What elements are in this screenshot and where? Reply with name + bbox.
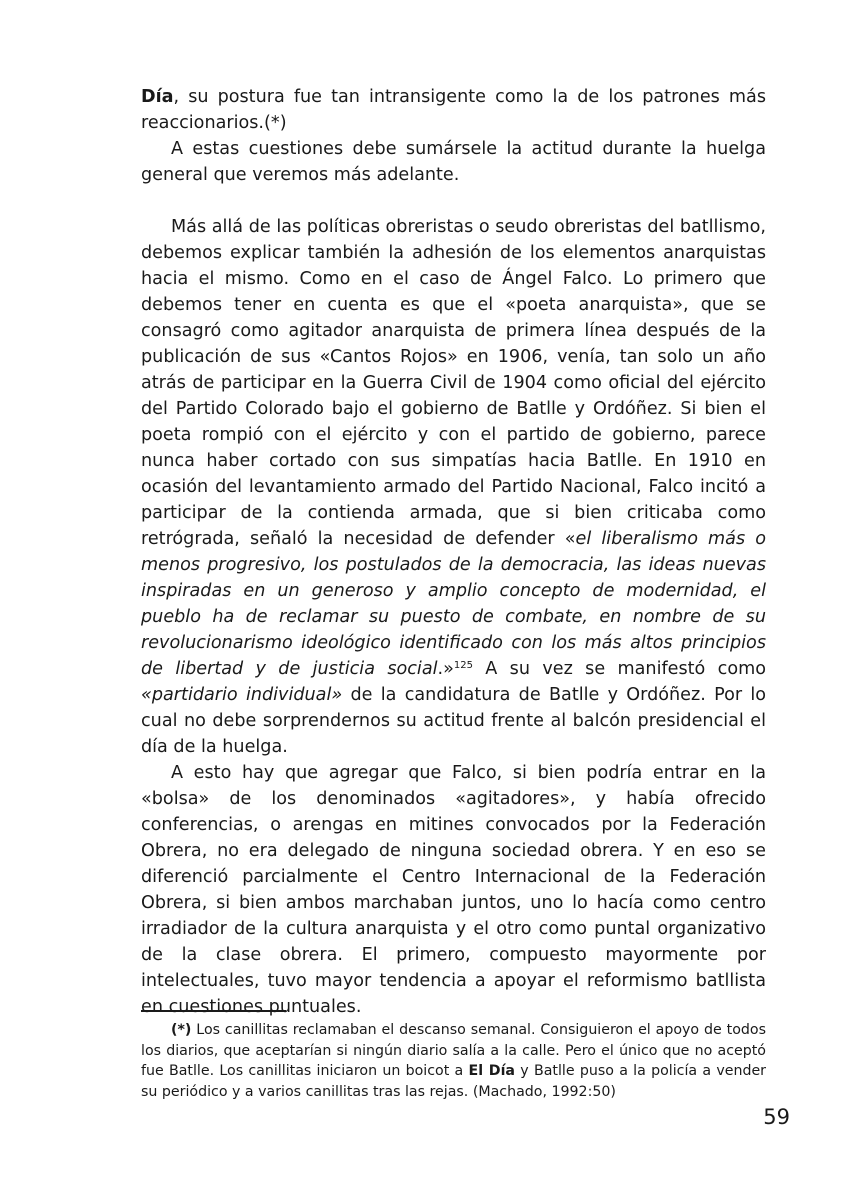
footnote-marker: (*) — [171, 1022, 192, 1038]
footnote-text-a: Los canillitas reclamaban el descanso semanal. Consiguieron el apoyo de todos los diarios, que aceptarían si ningún diario salía a la calle. Pero el único que no aceptó fue Batlle. Los canillitas iniciaron un boicot a — [141, 1022, 766, 1079]
partidario-term: «partidario individual» — [141, 685, 343, 705]
falco-quote: el liberalismo más o menos progresivo, los postulados de la democracia, las ideas nuevas inspiradas en un generoso y amplio concepto de modernidad, el pueblo ha de reclamar su puesto de combate, en nombre de su revolucionarismo ideológico identificado con los más altos principios de libertad y de justicia social — [141, 529, 766, 679]
paragraph-3-text-c: A su vez se manifestó como — [472, 659, 766, 679]
footnote-text — [141, 1020, 766, 1102]
footnote-text-b: y Batlle puso a la policía a vender su periódico y a varios canillitas tras las rejas. (Machado, 1992:50) — [141, 1063, 767, 1100]
paragraph-3-text-d: de la candidatura de Batlle y Ordóñez. Por lo cual no debe sorprendernos su actitud frente al balcón presidencial el día de la huelga. — [141, 685, 767, 757]
footnote-divider — [141, 1010, 286, 1012]
footnote-reference[interactable]: 125 — [453, 660, 473, 671]
paragraph-2: A estas cuestiones debe sumársele la actitud durante la huelga general que veremos más adelante. — [141, 139, 766, 185]
paragraph-3-text-a: Más allá de las políticas obreristas o seudo obreristas del batllismo, debemos explicar también la adhesión de los elementos anarquistas hacia el mismo. Como en el caso de Ángel Falco. Lo primero que debemos tener en cuenta es que el «poeta anarquista», que se consagró como agitador anarquista de primera línea después de la publicación de sus «Cantos Rojos» en 1906, venía, tan solo un año atrás de participar en la Guerra Civil de 1904 como oficial del ejército del Partido Colorado bajo el gobierno de Batlle y Ordóñez. Si bien el poeta rompió con el ejército y con el partido de gobierno, parece nunca haber cortado con sus simpatías hacia Batlle. En 1910 en ocasión del levantamiento armado del Partido Nacional, Falco incitó a participar de la contienda armada, que si bien criticaba como retrógrada, señaló la necesidad de defender « — [141, 217, 766, 549]
paragraph-4: A esto hay que agregar que Falco, si bien podría entrar en la «bolsa» de los denominados «agitadores», y había ofrecido conferencias, o arengas en mitines convocados por la Federación Obrera, no era delegado de ninguna sociedad obrera. Y en eso se diferenció parcialmente el Centro Internacional de la Federación Obrera, si bien ambos marchaban juntos, uno lo hacía como centro irradiador de la cultura anarquista y el otro como puntal organizativo de la clase obrera. El primero, compuesto mayormente por intelectuales, tuvo mayor tendencia a apoyar el reformismo batllista en cuestiones puntuales. — [141, 763, 766, 1017]
paragraph-gap — [141, 188, 766, 214]
footnote — [141, 1020, 766, 1102]
newspaper-name: Día — [141, 87, 174, 107]
page-number: 59 — [763, 1105, 790, 1129]
paragraph-3 — [141, 214, 766, 760]
main-text — [141, 84, 766, 1020]
footnote-newspaper-name: El Día — [468, 1063, 516, 1079]
paragraph-1 — [141, 84, 766, 136]
paragraph-1-text: , su postura fue tan intransigente como la de los patrones más reaccionarios.(*) — [141, 87, 766, 133]
paragraph-3-text-b: .» — [437, 659, 454, 679]
